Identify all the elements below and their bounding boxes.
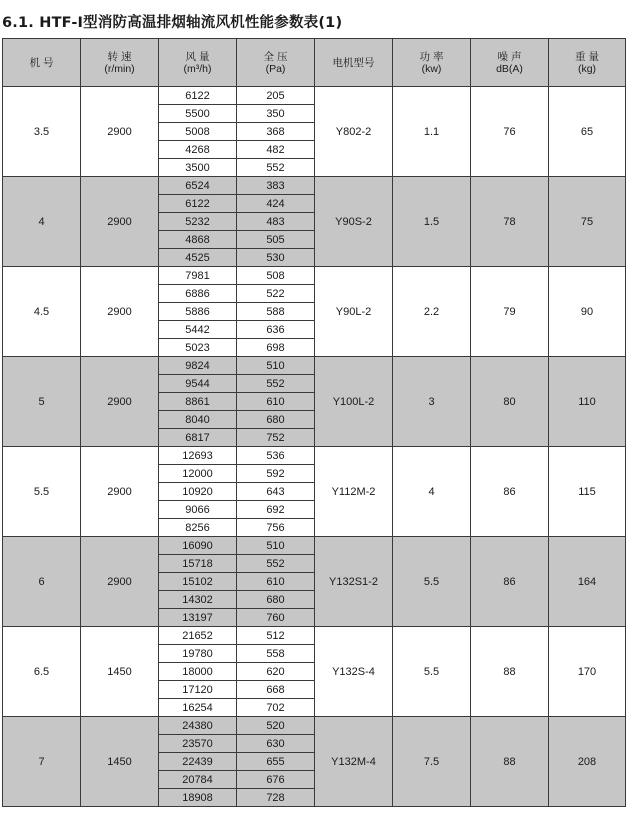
cell-pressure: 350 bbox=[237, 105, 315, 123]
cell-flow: 6886 bbox=[159, 285, 237, 303]
cell-flow: 4525 bbox=[159, 249, 237, 267]
cell-pressure: 630 bbox=[237, 735, 315, 753]
cell-model: 4.5 bbox=[3, 267, 81, 357]
cell-flow: 5500 bbox=[159, 105, 237, 123]
cell-pressure: 752 bbox=[237, 429, 315, 447]
cell-pressure: 760 bbox=[237, 609, 315, 627]
cell-model: 6.5 bbox=[3, 627, 81, 717]
cell-power: 1.5 bbox=[393, 177, 471, 267]
table-row bbox=[3, 717, 626, 735]
cell-flow: 5886 bbox=[159, 303, 237, 321]
cell-pressure: 520 bbox=[237, 717, 315, 735]
cell-weight: 75 bbox=[549, 177, 626, 267]
cell-flow: 4868 bbox=[159, 231, 237, 249]
cell-flow: 6122 bbox=[159, 87, 237, 105]
header-pressure: 全 压 (Pa) bbox=[237, 39, 315, 87]
cell-pressure: 505 bbox=[237, 231, 315, 249]
cell-model: 5.5 bbox=[3, 447, 81, 537]
cell-pressure: 536 bbox=[237, 447, 315, 465]
cell-flow: 15102 bbox=[159, 573, 237, 591]
cell-flow: 14302 bbox=[159, 591, 237, 609]
cell-pressure: 383 bbox=[237, 177, 315, 195]
cell-weight: 208 bbox=[549, 717, 626, 807]
cell-pressure: 368 bbox=[237, 123, 315, 141]
cell-pressure: 698 bbox=[237, 339, 315, 357]
cell-model: 3.5 bbox=[3, 87, 81, 177]
cell-pressure: 522 bbox=[237, 285, 315, 303]
cell-flow: 16254 bbox=[159, 699, 237, 717]
cell-power: 5.5 bbox=[393, 537, 471, 627]
cell-motor: Y802-2 bbox=[315, 87, 393, 177]
cell-noise: 86 bbox=[471, 537, 549, 627]
cell-pressure: 510 bbox=[237, 537, 315, 555]
cell-pressure: 655 bbox=[237, 753, 315, 771]
cell-flow: 6817 bbox=[159, 429, 237, 447]
cell-speed: 2900 bbox=[81, 267, 159, 357]
cell-flow: 6524 bbox=[159, 177, 237, 195]
cell-pressure: 205 bbox=[237, 87, 315, 105]
cell-flow: 23570 bbox=[159, 735, 237, 753]
header-motor: 电机型号 bbox=[315, 39, 393, 87]
cell-pressure: 510 bbox=[237, 357, 315, 375]
cell-pressure: 728 bbox=[237, 789, 315, 807]
cell-motor: Y90L-2 bbox=[315, 267, 393, 357]
cell-weight: 90 bbox=[549, 267, 626, 357]
cell-pressure: 588 bbox=[237, 303, 315, 321]
cell-speed: 1450 bbox=[81, 717, 159, 807]
cell-motor: Y132S-4 bbox=[315, 627, 393, 717]
cell-speed: 2900 bbox=[81, 447, 159, 537]
cell-pressure: 508 bbox=[237, 267, 315, 285]
cell-flow: 8861 bbox=[159, 393, 237, 411]
cell-weight: 170 bbox=[549, 627, 626, 717]
cell-pressure: 620 bbox=[237, 663, 315, 681]
cell-power: 3 bbox=[393, 357, 471, 447]
cell-pressure: 530 bbox=[237, 249, 315, 267]
cell-pressure: 592 bbox=[237, 465, 315, 483]
cell-pressure: 636 bbox=[237, 321, 315, 339]
cell-flow: 22439 bbox=[159, 753, 237, 771]
cell-flow: 9066 bbox=[159, 501, 237, 519]
cell-power: 5.5 bbox=[393, 627, 471, 717]
cell-flow: 19780 bbox=[159, 645, 237, 663]
cell-flow: 10920 bbox=[159, 483, 237, 501]
table-row bbox=[3, 87, 626, 105]
table-row bbox=[3, 447, 626, 465]
cell-flow: 5023 bbox=[159, 339, 237, 357]
cell-weight: 110 bbox=[549, 357, 626, 447]
cell-power: 2.2 bbox=[393, 267, 471, 357]
cell-flow: 12693 bbox=[159, 447, 237, 465]
cell-flow: 5008 bbox=[159, 123, 237, 141]
cell-power: 7.5 bbox=[393, 717, 471, 807]
cell-flow: 16090 bbox=[159, 537, 237, 555]
cell-pressure: 756 bbox=[237, 519, 315, 537]
cell-flow: 15718 bbox=[159, 555, 237, 573]
cell-flow: 8256 bbox=[159, 519, 237, 537]
table-row bbox=[3, 537, 626, 555]
cell-pressure: 668 bbox=[237, 681, 315, 699]
cell-pressure: 680 bbox=[237, 411, 315, 429]
cell-motor: Y132M-4 bbox=[315, 717, 393, 807]
cell-flow: 5442 bbox=[159, 321, 237, 339]
cell-speed: 2900 bbox=[81, 177, 159, 267]
cell-speed: 2900 bbox=[81, 537, 159, 627]
cell-flow: 8040 bbox=[159, 411, 237, 429]
cell-flow: 12000 bbox=[159, 465, 237, 483]
cell-power: 4 bbox=[393, 447, 471, 537]
header-flow: 风 量 (m³/h) bbox=[159, 39, 237, 87]
cell-flow: 17120 bbox=[159, 681, 237, 699]
cell-weight: 115 bbox=[549, 447, 626, 537]
cell-noise: 86 bbox=[471, 447, 549, 537]
cell-motor: Y112M-2 bbox=[315, 447, 393, 537]
cell-motor: Y100L-2 bbox=[315, 357, 393, 447]
cell-flow: 9544 bbox=[159, 375, 237, 393]
cell-flow: 4268 bbox=[159, 141, 237, 159]
table-header-row bbox=[3, 39, 626, 87]
cell-noise: 79 bbox=[471, 267, 549, 357]
cell-model: 4 bbox=[3, 177, 81, 267]
fan-performance-table bbox=[2, 38, 626, 807]
cell-flow: 9824 bbox=[159, 357, 237, 375]
cell-weight: 164 bbox=[549, 537, 626, 627]
cell-noise: 88 bbox=[471, 627, 549, 717]
cell-model: 6 bbox=[3, 537, 81, 627]
cell-power: 1.1 bbox=[393, 87, 471, 177]
cell-flow: 21652 bbox=[159, 627, 237, 645]
table-row bbox=[3, 357, 626, 375]
cell-noise: 88 bbox=[471, 717, 549, 807]
cell-pressure: 676 bbox=[237, 771, 315, 789]
cell-noise: 80 bbox=[471, 357, 549, 447]
cell-weight: 65 bbox=[549, 87, 626, 177]
cell-pressure: 424 bbox=[237, 195, 315, 213]
header-power: 功 率 (kw) bbox=[393, 39, 471, 87]
cell-flow: 3500 bbox=[159, 159, 237, 177]
table-row bbox=[3, 177, 626, 195]
header-weight: 重 量 (kg) bbox=[549, 39, 626, 87]
cell-pressure: 558 bbox=[237, 645, 315, 663]
header-speed: 转 速 (r/min) bbox=[81, 39, 159, 87]
cell-motor: Y132S1-2 bbox=[315, 537, 393, 627]
cell-pressure: 552 bbox=[237, 375, 315, 393]
page-title: 6.1. HTF-Ⅰ型消防高温排烟轴流风机性能参数表(1) bbox=[2, 15, 343, 31]
cell-model: 7 bbox=[3, 717, 81, 807]
cell-pressure: 552 bbox=[237, 159, 315, 177]
table-row bbox=[3, 267, 626, 285]
cell-model: 5 bbox=[3, 357, 81, 447]
cell-pressure: 702 bbox=[237, 699, 315, 717]
cell-pressure: 482 bbox=[237, 141, 315, 159]
cell-speed: 2900 bbox=[81, 357, 159, 447]
cell-noise: 76 bbox=[471, 87, 549, 177]
cell-pressure: 512 bbox=[237, 627, 315, 645]
cell-pressure: 643 bbox=[237, 483, 315, 501]
cell-flow: 24380 bbox=[159, 717, 237, 735]
header-model: 机 号 bbox=[3, 39, 81, 87]
table-row bbox=[3, 627, 626, 645]
cell-flow: 18908 bbox=[159, 789, 237, 807]
header-noise: 噪 声 dB(A) bbox=[471, 39, 549, 87]
cell-noise: 78 bbox=[471, 177, 549, 267]
cell-pressure: 483 bbox=[237, 213, 315, 231]
table-body bbox=[3, 87, 626, 807]
cell-pressure: 680 bbox=[237, 591, 315, 609]
cell-speed: 2900 bbox=[81, 87, 159, 177]
cell-flow: 6122 bbox=[159, 195, 237, 213]
cell-pressure: 692 bbox=[237, 501, 315, 519]
cell-pressure: 552 bbox=[237, 555, 315, 573]
cell-speed: 1450 bbox=[81, 627, 159, 717]
cell-pressure: 610 bbox=[237, 573, 315, 591]
cell-pressure: 610 bbox=[237, 393, 315, 411]
cell-flow: 5232 bbox=[159, 213, 237, 231]
cell-flow: 20784 bbox=[159, 771, 237, 789]
cell-flow: 7981 bbox=[159, 267, 237, 285]
cell-motor: Y90S-2 bbox=[315, 177, 393, 267]
cell-flow: 13197 bbox=[159, 609, 237, 627]
cell-flow: 18000 bbox=[159, 663, 237, 681]
